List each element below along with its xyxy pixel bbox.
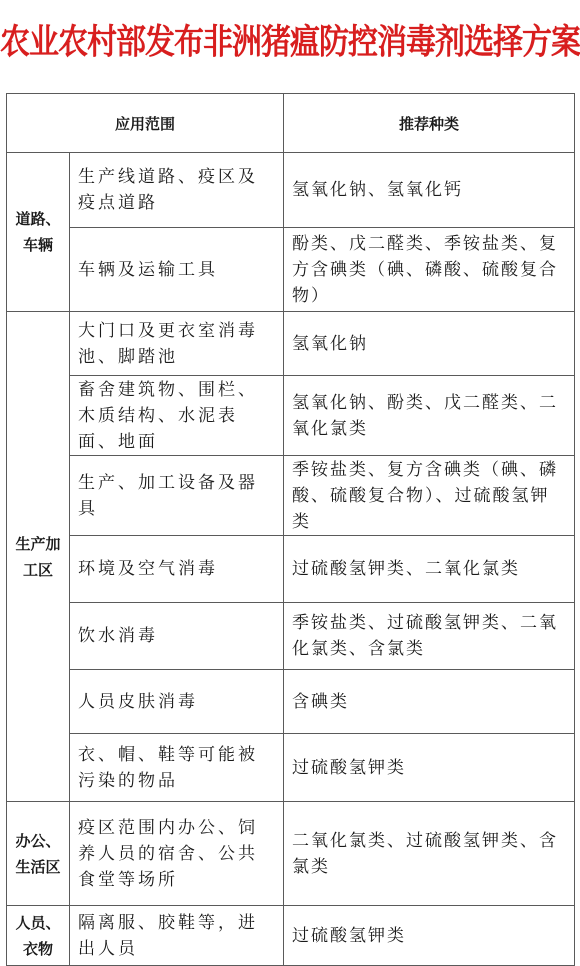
table-row	[7, 456, 575, 536]
scope-cell: 疫区范围内办公、饲养人员的宿舍、公共食堂等场所	[70, 802, 284, 906]
recommended-cell: 季铵盐类、复方含碘类（碘、磷酸、硫酸复合物）、过硫酸氢钾类	[284, 456, 575, 536]
table-row	[7, 603, 575, 670]
table-row	[7, 906, 575, 966]
table-row	[7, 802, 575, 906]
header-scope: 应用范围	[7, 94, 284, 153]
table-row	[7, 153, 575, 228]
table-row	[7, 228, 575, 312]
scope-cell: 人员皮肤消毒	[70, 670, 284, 734]
recommended-cell: 酚类、戊二醛类、季铵盐类、复方含碘类（碘、磷酸、硫酸复合物）	[284, 228, 575, 312]
disinfectant-table	[6, 93, 575, 966]
recommended-cell: 氢氧化钠、氢氧化钙	[284, 153, 575, 228]
page-title: 农业农村部发布非洲猪瘟防控消毒剂选择方案	[0, 22, 580, 63]
scope-cell: 隔离服、胶鞋等，进出人员	[70, 906, 284, 966]
scope-cell: 生产线道路、疫区及疫点道路	[70, 153, 284, 228]
table-row	[7, 670, 575, 734]
recommended-cell: 二氧化氯类、过硫酸氢钾类、含氯类	[284, 802, 575, 906]
category-cell: 道路、车辆	[7, 153, 70, 312]
category-cell: 人员、衣物	[7, 906, 70, 966]
table-header-row	[7, 94, 575, 153]
scope-cell: 环境及空气消毒	[70, 536, 284, 603]
scope-cell: 生产、加工设备及器具	[70, 456, 284, 536]
recommended-cell: 过硫酸氢钾类	[284, 906, 575, 966]
scope-cell: 畜舍建筑物、围栏、木质结构、水泥表面、地面	[70, 376, 284, 456]
category-cell: 生产加工区	[7, 312, 70, 802]
recommended-cell: 氢氧化钠、酚类、戊二醛类、二氧化氯类	[284, 376, 575, 456]
recommended-cell: 季铵盐类、过硫酸氢钾类、二氧化氯类、含氯类	[284, 603, 575, 670]
table-row	[7, 536, 575, 603]
scope-cell: 饮水消毒	[70, 603, 284, 670]
table-row	[7, 312, 575, 376]
scope-cell: 大门口及更衣室消毒池、脚踏池	[70, 312, 284, 376]
scope-cell: 车辆及运输工具	[70, 228, 284, 312]
category-cell: 办公、生活区	[7, 802, 70, 906]
recommended-cell: 氢氧化钠	[284, 312, 575, 376]
header-recommended: 推荐种类	[284, 94, 575, 153]
table-row	[7, 376, 575, 456]
recommended-cell: 含碘类	[284, 670, 575, 734]
table-row	[7, 734, 575, 802]
scope-cell: 衣、帽、鞋等可能被污染的物品	[70, 734, 284, 802]
recommended-cell: 过硫酸氢钾类、二氧化氯类	[284, 536, 575, 603]
recommended-cell: 过硫酸氢钾类	[284, 734, 575, 802]
